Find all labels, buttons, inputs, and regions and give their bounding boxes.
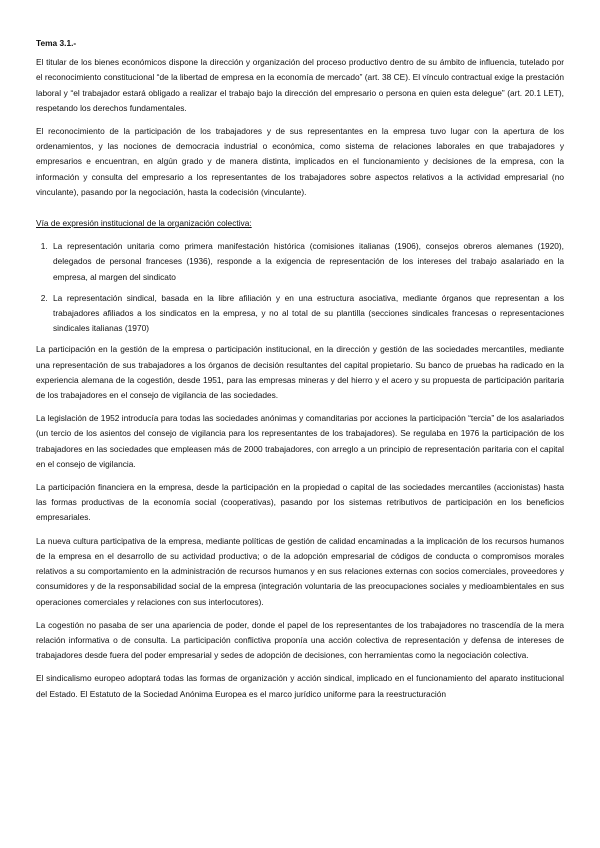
paragraph-sindicalismo-europeo: El sindicalismo europeo adoptará todas las formas de organización y acción sindical, implicado en el funcionamiento del aparato institucional del Estado. El Estatuto de la Sociedad Anónima Europea es el marco jurídico uniforme para la reestructuración [36, 673, 564, 699]
paragraph-participacion-gestion: La participación en la gestión de la empresa o participación institucional, en la dirección y gestión de las sociedades mercantiles, mediante una representación de sus trabajadores a los órganos de decisión resultantes del capital propietario. Su banco de pruebas ha radicado en la experiencia alemana de la cogestión, desde 1951, para las empresas mineras y del hierro y el acero y su propuesta de participación paritaria de los trabajadores en el consejo de vigilancia de las sociedades. [36, 344, 564, 401]
list-item-representacion-sindical: 2. La representación sindical, basada en la libre afiliación y en una estructura asociativa, mediante órganos que representan a los trabajadores afiliados a los sindicatos en la empresa, y no al total de su plantilla (secciones sindicales francesas o representaciones sindicales italianas (1970) [50, 291, 564, 337]
paragraph-nueva-cultura: La nueva cultura participativa de la empresa, mediante políticas de gestión de calidad encaminadas a la implicación de los recursos humanos de la empresa en el desarrollo de su actividad productiva; o de la adopción empresarial de códigos de conducta o compromisos morales relativos a su comportamiento en la administración de recursos humanos y en sus relaciones externas con socios comerciales, proveedores y consumidores y de la responsabilidad social de la empresa (integración voluntaria de las preocupaciones sociales y medioambientales en sus operaciones comerciales y relaciones con sus interlocutores). [36, 535, 564, 607]
section-title-via-institucional: Vía de expresión institucional de la organización colectiva: [36, 218, 252, 229]
representation-list [36, 239, 564, 336]
paragraph-legislacion-1952: La legislación de 1952 introducía para todas las sociedades anónimas y comanditarias por acciones la participación “tercia” de los asalariados (un tercio de los asientos del consejo de vigilancia para los representantes de los trabajadores). Se regulaba en 1976 la participación de los trabajadores en las sociedades que empleasen más de 2000 trabajadores, con arreglo a un principio de representación paritaria con el capital en el consejo de vigilancia. [36, 413, 564, 469]
list-item-representacion-unitaria: 1. La representación unitaria como primera manifestación histórica (comisiones italianas (1906), consejos obreros alemanes (1920), delegados de personal franceses (1936), responde a la exigencia de representación de los intereses del trabajo asalariado en la empresa, al margen del sindicato [50, 239, 564, 285]
paragraph-cogestion: La cogestión no pasaba de ser una apariencia de poder, donde el papel de los representantes de los trabajadores no trascendía de la mera relación informativa o de consulta. La participación conflictiva proponía una acción colectiva de representación y defensa de intereses de trabajadores desde fuera del poder empresarial y sedes de adopción de decisiones, con herramientas como la negociación colectiva. [36, 619, 564, 661]
document-heading: Tema 3.1.- [36, 38, 77, 48]
paragraph-participacion-financiera: La participación financiera en la empresa, desde la participación en la propiedad o capital de las sociedades mercantiles (accionistas) hasta las formas productivas de la economía social (cooperativas), pasando por los sistemas retributivos de participación en los beneficios empresariales. [36, 482, 564, 523]
paragraph-direccion-empresarial: El titular de los bienes económicos dispone la dirección y organización del proceso productivo dentro de su ámbito de influencia, tutelado por el reconocimiento constitucional “de la libertad de empresa en la economía de mercado” (art. 38 CE). El vínculo contractual exige la prestación laboral y “el trabajador estará obligado a realizar el trabajo bajo la dirección del empresario o persona en quien esta delegue” (art. 20.1 LET), respetando los derechos fundamentales. [36, 57, 564, 113]
paragraph-participacion-trabajadores: El reconocimiento de la participación de los trabajadores y de sus representantes en la empresa tuvo lugar con la apertura de los ordenamientos, y las nociones de democracia industrial o económica, como sistema de relaciones laborales en que trabajadores y empresarios e encuentran, en algún grado y de manera distinta, implicados en el funcionamiento y decisiones de la empresa, con la información y consulta del empresario a los representantes de los trabajadores sobre aspectos relativos a la actividad empresarial (no vinculante), pasando por la negociación, hasta la codecisión (vinculante). [36, 126, 564, 197]
